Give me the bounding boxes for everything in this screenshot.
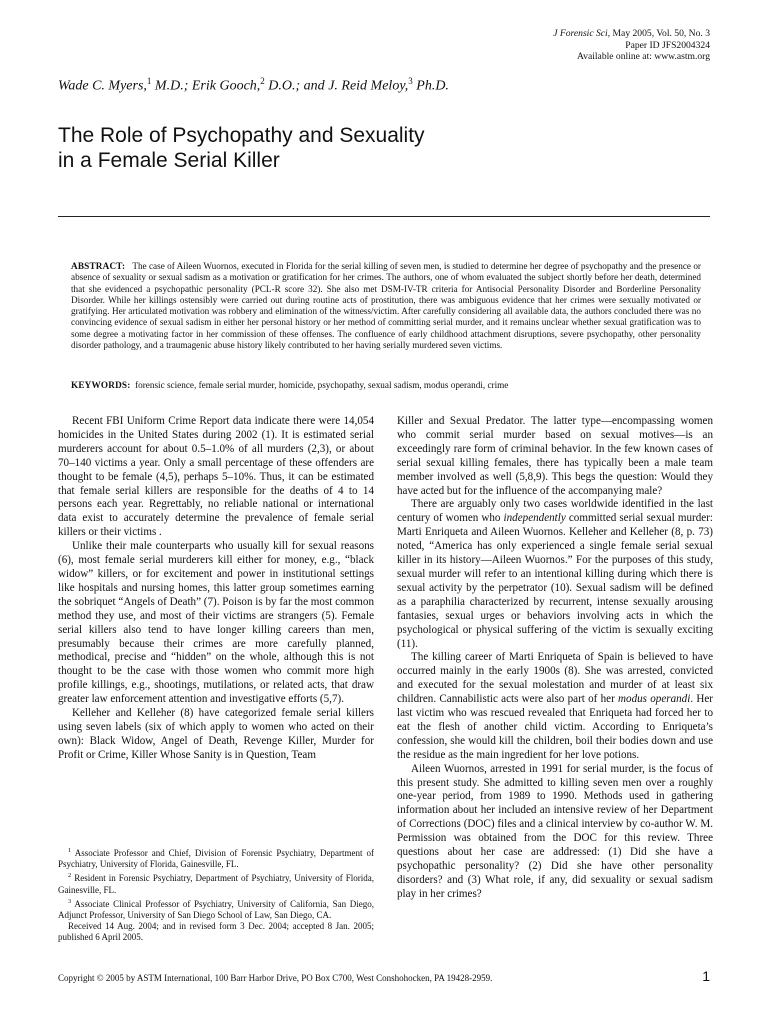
author-1-name: Wade C. Myers, bbox=[58, 78, 147, 94]
p5-text-a: The killing career of Marti Enriqueta of Spain is believed to have occurred mainly in the early 1900s (8). She was arrested, convicted and executed for the sexual molestation and murder of at least six children. Cannabilistic acts were also part of her bbox=[397, 651, 713, 706]
received-dates: Received 14 Aug. 2004; and in revised form 3 Dec. 2004; accepted 8 Jan. 2005; published 6 April 2005. bbox=[58, 921, 374, 943]
footnote-3-marker: 3 bbox=[68, 897, 72, 905]
footnote-2-marker: 2 bbox=[68, 872, 72, 880]
keywords-text: forensic science, female serial murder, homicide, psychopathy, sexual sadism, modus operandi, crime bbox=[135, 380, 509, 390]
author-2-affiliation: 2 bbox=[260, 76, 265, 86]
journal-name: J Forensic Sci bbox=[553, 28, 608, 39]
abstract-label: ABSTRACT: bbox=[71, 261, 126, 271]
body-paragraph-3: Kelleher and Kelleher (8) have categorized female serial killers using seven labels (six of which apply to women who acted on their own): Black Widow, Angel of Death, Revenge Killer, Murder for Profit or Crime, Killer Whose Sanity is in Question, Team bbox=[58, 707, 374, 761]
title-line-2: in a Female Serial Killer bbox=[58, 149, 280, 172]
keywords bbox=[71, 380, 701, 391]
footnote-1 bbox=[58, 845, 374, 870]
p4-emphasis: independently bbox=[503, 512, 566, 525]
p4-text-b: committed serial sexual murder: Marti Enriqueta and Aileen Wuornos. Kelleher and Kelleher (8, p. 73) noted, “America has only experienced a single female serial sexual killer in its history—Aileen Wuornos.” For the purposes of this study, sexual murder will refer to an intentional killing during which there is sexual activity by the perpetrator (10). Sexual sadism will be defined as a paraphilia characterized by recurrent, intense sexually arousing fantasies, sexual urges or behaviors involving acts in which the psychological or physical suffering of the victim is sexually exciting (11). bbox=[397, 512, 713, 650]
footnote-1-marker: 1 bbox=[68, 847, 72, 854]
abstract bbox=[71, 261, 701, 351]
paper-title bbox=[58, 123, 658, 173]
journal-citation bbox=[553, 28, 710, 40]
body-paragraph-6: Aileen Wuornos, arrested in 1991 for serial murder, is the focus of this present study. She admitted to killing seven men over a roughly one-year period, from 1989 to 1990. Methods used in gathering information about her included an intensive review of her Department of Corrections (DOC) files and a clinical interview by co-author W. M. Permission was obtained from the DOC for this review. Three questions about her case are addressed: (1) Did she have a psychopathic personality? (2) Did she have other personality disorders? and (3) What role, if any, did sexuality or sexual sadism play in her crimes? bbox=[397, 762, 713, 900]
paper-id: Paper ID JFS2004324 bbox=[625, 39, 710, 51]
author-2-name: Erik Gooch, bbox=[188, 78, 261, 94]
body-paragraph-4 bbox=[397, 498, 713, 651]
footnote-2-text: Resident in Forensic Psychiatry, Department of Psychiatry, University of Florida, Gainesville, FL. bbox=[58, 873, 374, 895]
author-2-degree: D.O.; and bbox=[264, 78, 325, 94]
body-paragraph-5 bbox=[397, 651, 713, 762]
footnote-1-text: Associate Professor and Chief, Division of Forensic Psychiatry, Department of Psychiatry, University of Florida, Gainesville, FL. bbox=[58, 848, 374, 870]
body-paragraph-3-continued: Killer and Sexual Predator. The latter type—encompassing women who commit serial murder based on sexual motives—is an exceedingly rare form of criminal behavior. In the few known cases of serial sexual killing females, there has typically been a male team member involved as well (5,8,9). This begs the question: Would they have acted but for the influence of the accompanying male? bbox=[397, 415, 713, 497]
author-list bbox=[58, 76, 449, 95]
title-line-1: The Role of Psychopathy and Sexuality bbox=[58, 124, 425, 147]
footnotes bbox=[58, 845, 374, 944]
author-3-name: J. Reid Meloy, bbox=[324, 78, 409, 94]
body-paragraph-2: Unlike their male counterparts who usually kill for sexual reasons (6), most female serial murderers kill either for money, e.g., “black widow” killers, or for excitement and power in institutional settings like hospitals and nursing homes, this latter group sometimes earning the sobriquet “Angels of Death” (7). Poison is by far the most common method they use, and most of their victims are strangers (5). Female serial killers also tend to have longer killing careers than men, presumably because their crimes are more carefully planned, methodical, precise and “hidden” on the whole, although this is not thought to be the case with those women who commit more high profile killings, e.g., shootings, mutilations, or related acts, that draw greater law enforcement attention and investigative efforts (5,7). bbox=[58, 540, 374, 706]
p5-emphasis: modus operandi bbox=[618, 693, 691, 706]
author-3-affiliation: 3 bbox=[408, 76, 413, 86]
journal-header bbox=[553, 28, 710, 63]
footnote-2 bbox=[58, 870, 374, 895]
online-availability: Available online at: www.astm.org bbox=[576, 51, 710, 63]
p4-text-a: There are arguably only two cases worldwide identified in the last century of women who bbox=[397, 498, 713, 525]
page-number: 1 bbox=[702, 968, 710, 984]
footnote-3 bbox=[58, 896, 374, 921]
author-1-degree: M.D.; bbox=[151, 78, 189, 94]
title-divider bbox=[58, 216, 710, 217]
keywords-label: KEYWORDS: bbox=[71, 380, 131, 390]
journal-issue: , May 2005, Vol. 50, No. 3 bbox=[607, 28, 710, 39]
body-paragraph-1: Recent FBI Uniform Crime Report data indicate there were 14,054 homicides in the United States during 2002 (1). It is estimated serial murderers account for about 0.5–1.0% of all murders (2,3), or about 70–140 victims a year. Only a small percentage of these offenders are thought to be female (4,5), perhaps 5–10%. Thus, it can be estimated that female serial killers are responsible for the deaths of 4 to 14 persons each year. Regrettably, no reliable national or international data exist to accurately determine the prevalence of female serial killers or their victims . bbox=[58, 415, 374, 539]
copyright-line: Copyright © 2005 by ASTM International, 100 Barr Harbor Drive, PO Box C700, West Conshohocken, PA 19428-2959. bbox=[58, 973, 493, 983]
author-3-degree: Ph.D. bbox=[412, 78, 449, 94]
footnote-3-text: Associate Clinical Professor of Psychiatry, University of California, San Diego, Adjunct Professor, University of San Diego School of Law, San Diego, CA. bbox=[58, 898, 374, 921]
body-column-left bbox=[58, 415, 374, 763]
author-1-affiliation: 1 bbox=[146, 76, 152, 86]
body-column-right bbox=[397, 415, 713, 902]
p5-text-b: . Her last victim who was rescued revealed that Enriqueta had forced her to eat the flesh of another child victim. According to Enriqueta’s confession, she would kill the children, boil their bodies down and use the residue as the main ingredient for her love potions. bbox=[397, 693, 713, 761]
abstract-text: The case of Aileen Wuornos, executed in Florida for the serial killing of seven men, is studied to determine her degree of psychopathy and the presence or absence of sexuality or sexual sadism as a motivation or gratification for her crimes. The authors, one of whom evaluated the subject shortly before her death, determined that she evidenced a psychopathic personality (PCL-R score 32). She also met DSM-IV-TR criteria for Antisocial Personality Disorder and Borderline Personality Disorder. While her killings ostensibly were carried out during routine acts of prostitution, there was ambiguous evidence that her crimes were sexually motivated or gratifying. Her articulated motivation was robbery and elimination of the witness/victim. After carefully considering all available data, the authors concluded there was no convincing evidence of sexual sadism in either her personal history or her method of committing serial murder, and it remains unclear whether sexual gratification was to some degree a motivating factor in her commission of these offenses. The confluence of early childhood attachment disruptions, severe psychopathy, other personality disorder pathology, and a traumagenic abuse history likely contributed to her having serially murdered seven victims. bbox=[71, 261, 701, 351]
